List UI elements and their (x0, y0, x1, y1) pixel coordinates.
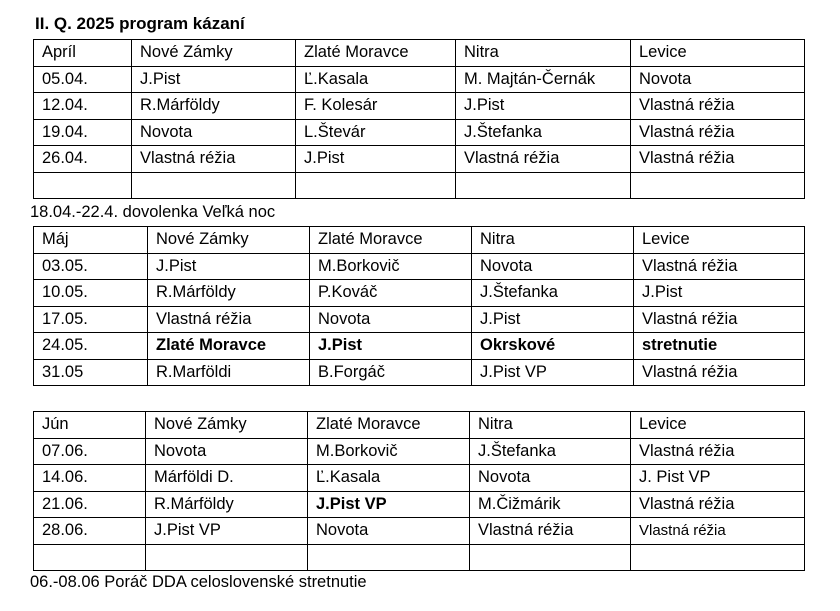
table-cell: Vlastná réžia (631, 93, 805, 120)
table-row (34, 465, 805, 492)
table-cell: Vlastná réžia (634, 359, 805, 386)
header-cell: Zlaté Moravce (308, 412, 470, 439)
table-header-row (34, 412, 805, 439)
table-cell: Novota (470, 465, 631, 492)
table-cell (631, 172, 805, 199)
table-cell: J.Pist (310, 333, 472, 360)
table-cell: J. Pist VP (631, 465, 805, 492)
document-title: II. Q. 2025 program kázaní (35, 14, 245, 33)
table-cell: J.Štefanka (470, 438, 631, 465)
table-cell (146, 544, 308, 571)
table-cell: M.Borkovič (310, 253, 472, 280)
table-cell: stretnutie (634, 333, 805, 360)
table-cell (34, 172, 132, 199)
table-header-row (34, 227, 805, 254)
header-cell: Zlaté Moravce (310, 227, 472, 254)
table-cell: Márföldi D. (146, 465, 308, 492)
header-cell: Levice (631, 412, 805, 439)
table-cell (631, 544, 805, 571)
table-cell: Vlastná réžia (631, 518, 805, 545)
table-cell: Novota (631, 66, 805, 93)
table-cell (470, 544, 631, 571)
table-cell: 19.04. (34, 119, 132, 146)
header-cell: Nitra (472, 227, 634, 254)
table-cell: 21.06. (34, 491, 146, 518)
june-schedule-table (33, 411, 805, 571)
table-cell: J.Pist (634, 280, 805, 307)
table-cell: 10.05. (34, 280, 148, 307)
table-cell: Novota (472, 253, 634, 280)
table-cell: M.Borkovič (308, 438, 470, 465)
april-note: 18.04.-22.4. dovolenka Veľká noc (30, 203, 276, 221)
table-cell: 12.04. (34, 93, 132, 120)
table-row (34, 306, 805, 333)
table-row-empty (34, 172, 805, 199)
table-cell: J.Štefanka (456, 119, 631, 146)
table-cell: J.Pist (148, 253, 310, 280)
table-cell: L.Števár (296, 119, 456, 146)
table-cell: B.Forgáč (310, 359, 472, 386)
table-cell: J.Pist (472, 306, 634, 333)
table-row (34, 66, 805, 93)
header-cell: Levice (634, 227, 805, 254)
header-cell: Máj (34, 227, 148, 254)
table-cell: Ľ.Kasala (308, 465, 470, 492)
header-cell: Nové Zámky (132, 40, 296, 67)
table-row (34, 119, 805, 146)
header-cell: Nitra (470, 412, 631, 439)
table-cell: J.Pist VP (472, 359, 634, 386)
table-row-empty (34, 544, 805, 571)
table-cell: Vlastná réžia (148, 306, 310, 333)
table-cell (34, 544, 146, 571)
table-cell: 24.05. (34, 333, 148, 360)
table-row (34, 438, 805, 465)
table-cell: J.Štefanka (472, 280, 634, 307)
table-row (34, 280, 805, 307)
table-cell: M.Čižmárik (470, 491, 631, 518)
table-row-highlight (34, 333, 805, 360)
table-cell: Novota (146, 438, 308, 465)
table-cell: Vlastná réžia (631, 438, 805, 465)
table-cell: 26.04. (34, 146, 132, 173)
header-cell: Apríl (34, 40, 132, 67)
table-cell: 03.05. (34, 253, 148, 280)
april-schedule-table (33, 39, 805, 199)
table-row (34, 359, 805, 386)
table-cell: J.Pist VP (146, 518, 308, 545)
may-schedule-table (33, 226, 805, 386)
table-cell: R.Márföldy (146, 491, 308, 518)
table-cell: Ľ.Kasala (296, 66, 456, 93)
table-cell: 07.06. (34, 438, 146, 465)
header-cell: Levice (631, 40, 805, 67)
table-cell: 05.04. (34, 66, 132, 93)
table-cell: R.Márföldy (148, 280, 310, 307)
header-cell: Nové Zámky (148, 227, 310, 254)
table-cell: 17.05. (34, 306, 148, 333)
table-cell: Vlastná réžia (631, 491, 805, 518)
table-cell: Okrskové (472, 333, 634, 360)
table-cell: 31.05 (34, 359, 148, 386)
table-cell: Vlastná réžia (631, 146, 805, 173)
table-cell: Zlaté Moravce (148, 333, 310, 360)
table-header-row (34, 40, 805, 67)
table-cell: Novota (308, 518, 470, 545)
table-cell: P.Kováč (310, 280, 472, 307)
table-cell (308, 544, 470, 571)
table-row (34, 491, 805, 518)
table-row (34, 518, 805, 545)
table-cell: J.Pist (456, 93, 631, 120)
table-cell (132, 172, 296, 199)
table-cell: 14.06. (34, 465, 146, 492)
table-row (34, 93, 805, 120)
table-cell: Novota (310, 306, 472, 333)
table-cell: 28.06. (34, 518, 146, 545)
header-cell: Jún (34, 412, 146, 439)
header-cell: Zlaté Moravce (296, 40, 456, 67)
table-cell (456, 172, 631, 199)
table-cell: J.Pist VP (308, 491, 470, 518)
table-cell: R.Márföldy (132, 93, 296, 120)
table-cell: J.Pist (132, 66, 296, 93)
table-cell: Vlastná réžia (634, 253, 805, 280)
table-cell: Novota (132, 119, 296, 146)
table-cell: F. Kolesár (296, 93, 456, 120)
table-cell: M. Majtán-Černák (456, 66, 631, 93)
table-cell: J.Pist (296, 146, 456, 173)
table-cell: Vlastná réžia (470, 518, 631, 545)
table-cell: R.Marföldi (148, 359, 310, 386)
table-cell (296, 172, 456, 199)
table-row (34, 146, 805, 173)
table-row (34, 253, 805, 280)
header-cell: Nitra (456, 40, 631, 67)
table-cell: Vlastná réžia (634, 306, 805, 333)
table-cell: Vlastná réžia (456, 146, 631, 173)
table-cell: Vlastná réžia (132, 146, 296, 173)
header-cell: Nové Zámky (146, 412, 308, 439)
june-note: 06.-08.06 Poráč DDA celoslovenské stretnutie (30, 573, 367, 591)
table-cell: Vlastná réžia (631, 119, 805, 146)
